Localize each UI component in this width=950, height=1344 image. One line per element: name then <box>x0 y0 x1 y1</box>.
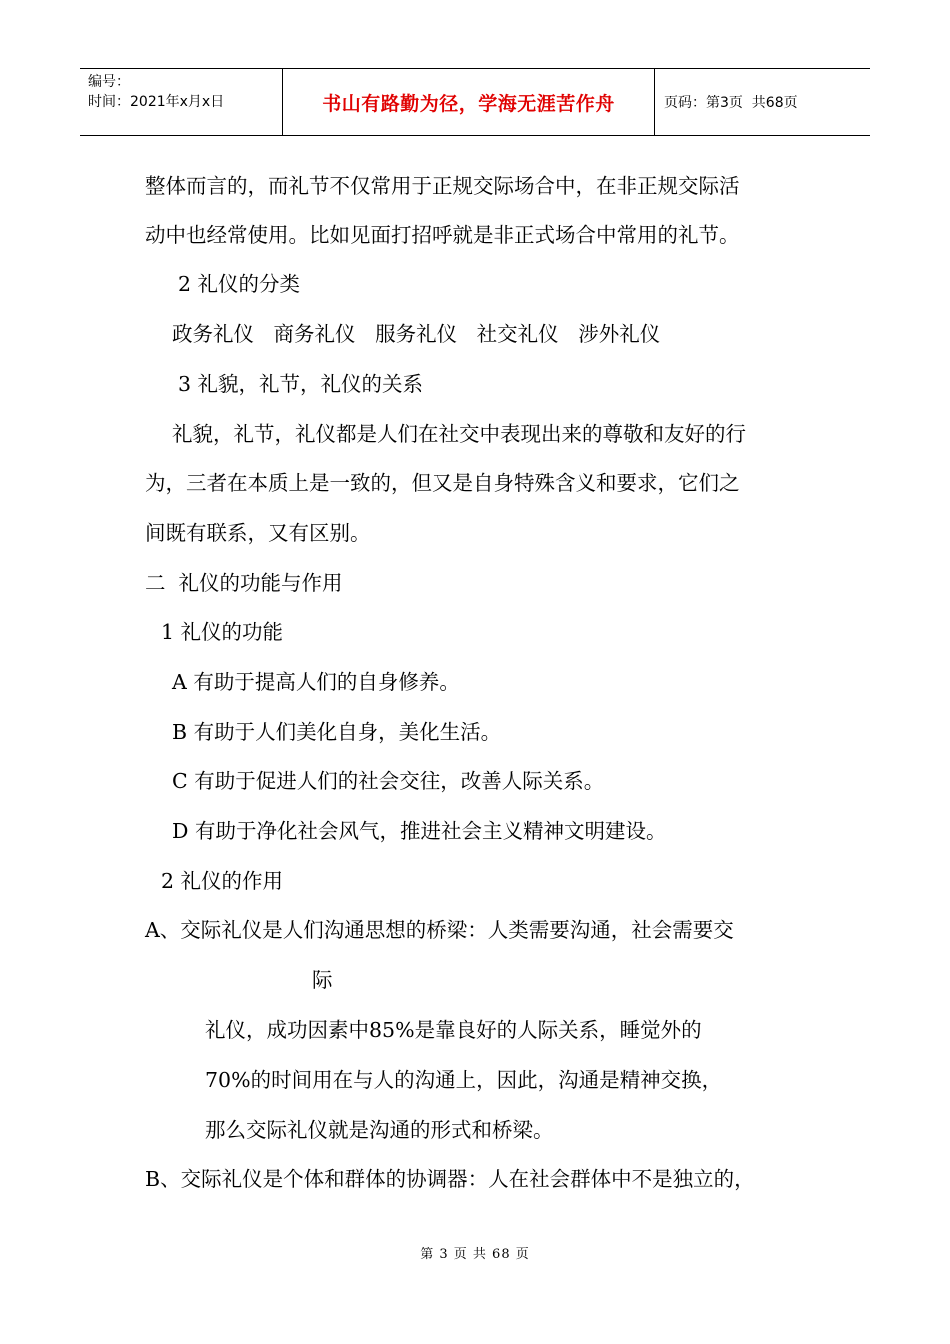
body-text-line: 礼仪，成功因素中85%是靠良好的人际关系，睡觉外的 <box>205 1018 702 1042</box>
document-date: 时间：2021年x月x日 <box>88 94 225 110</box>
body-text-line: 际 <box>312 968 333 992</box>
document-number-label: 编号： <box>88 74 130 90</box>
section-heading: 2 礼仪的作用 <box>161 869 284 893</box>
header-meta <box>80 69 282 135</box>
list-item: D 有助于净化社会风气，推进社会主义精神文明建设。 <box>172 819 667 843</box>
section-heading: 2 礼仪的分类 <box>178 272 301 296</box>
body-text-line: 整体而言的，而礼节不仅常用于正规交际场合中，在非正规交际活 <box>145 174 740 198</box>
body-text-line: 动中也经常使用。比如见面打招呼就是非正式场合中常用的礼节。 <box>145 223 740 247</box>
header-motto: 书山有路勤为径，学海无涯苦作舟 <box>322 92 615 115</box>
body-text-line: B、交际礼仪是个体和群体的协调器：人在社会群体中不是独立的， <box>145 1167 755 1191</box>
section-heading: 3 礼貌，礼节，礼仪的关系 <box>178 372 424 396</box>
section-heading: 1 礼仪的功能 <box>161 620 284 644</box>
list-item: B 有助于人们美化自身，美化生活。 <box>172 720 502 744</box>
header-page-info: 页码：第3页 共68页 <box>664 95 798 111</box>
body-text-line: A、交际礼仪是人们沟通思想的桥梁：人类需要沟通，社会需要交 <box>145 918 734 942</box>
document-header <box>80 68 870 136</box>
body-text-line: 为，三者在本质上是一致的，但又是自身特殊含义和要求，它们之 <box>145 471 740 495</box>
list-item: C 有助于促进人们的社会交往，改善人际关系。 <box>172 769 605 793</box>
list-item: A 有助于提高人们的自身修养。 <box>172 670 460 694</box>
etiquette-category-list: 政务礼仪 商务礼仪 服务礼仪 社交礼仪 涉外礼仪 <box>172 322 661 346</box>
body-text-line: 那么交际礼仪就是沟通的形式和桥梁。 <box>205 1118 554 1142</box>
body-text-line: 70%的时间用在与人的沟通上，因此，沟通是精神交换， <box>205 1068 723 1092</box>
page-footer: 第 3 页 共 68 页 <box>420 1247 530 1262</box>
body-text-line: 礼貌，礼节，礼仪都是人们在社交中表现出来的尊敬和友好的行 <box>172 422 746 446</box>
chapter-heading: 二 礼仪的功能与作用 <box>145 571 343 595</box>
body-text-line: 间既有联系，又有区别。 <box>145 521 371 545</box>
